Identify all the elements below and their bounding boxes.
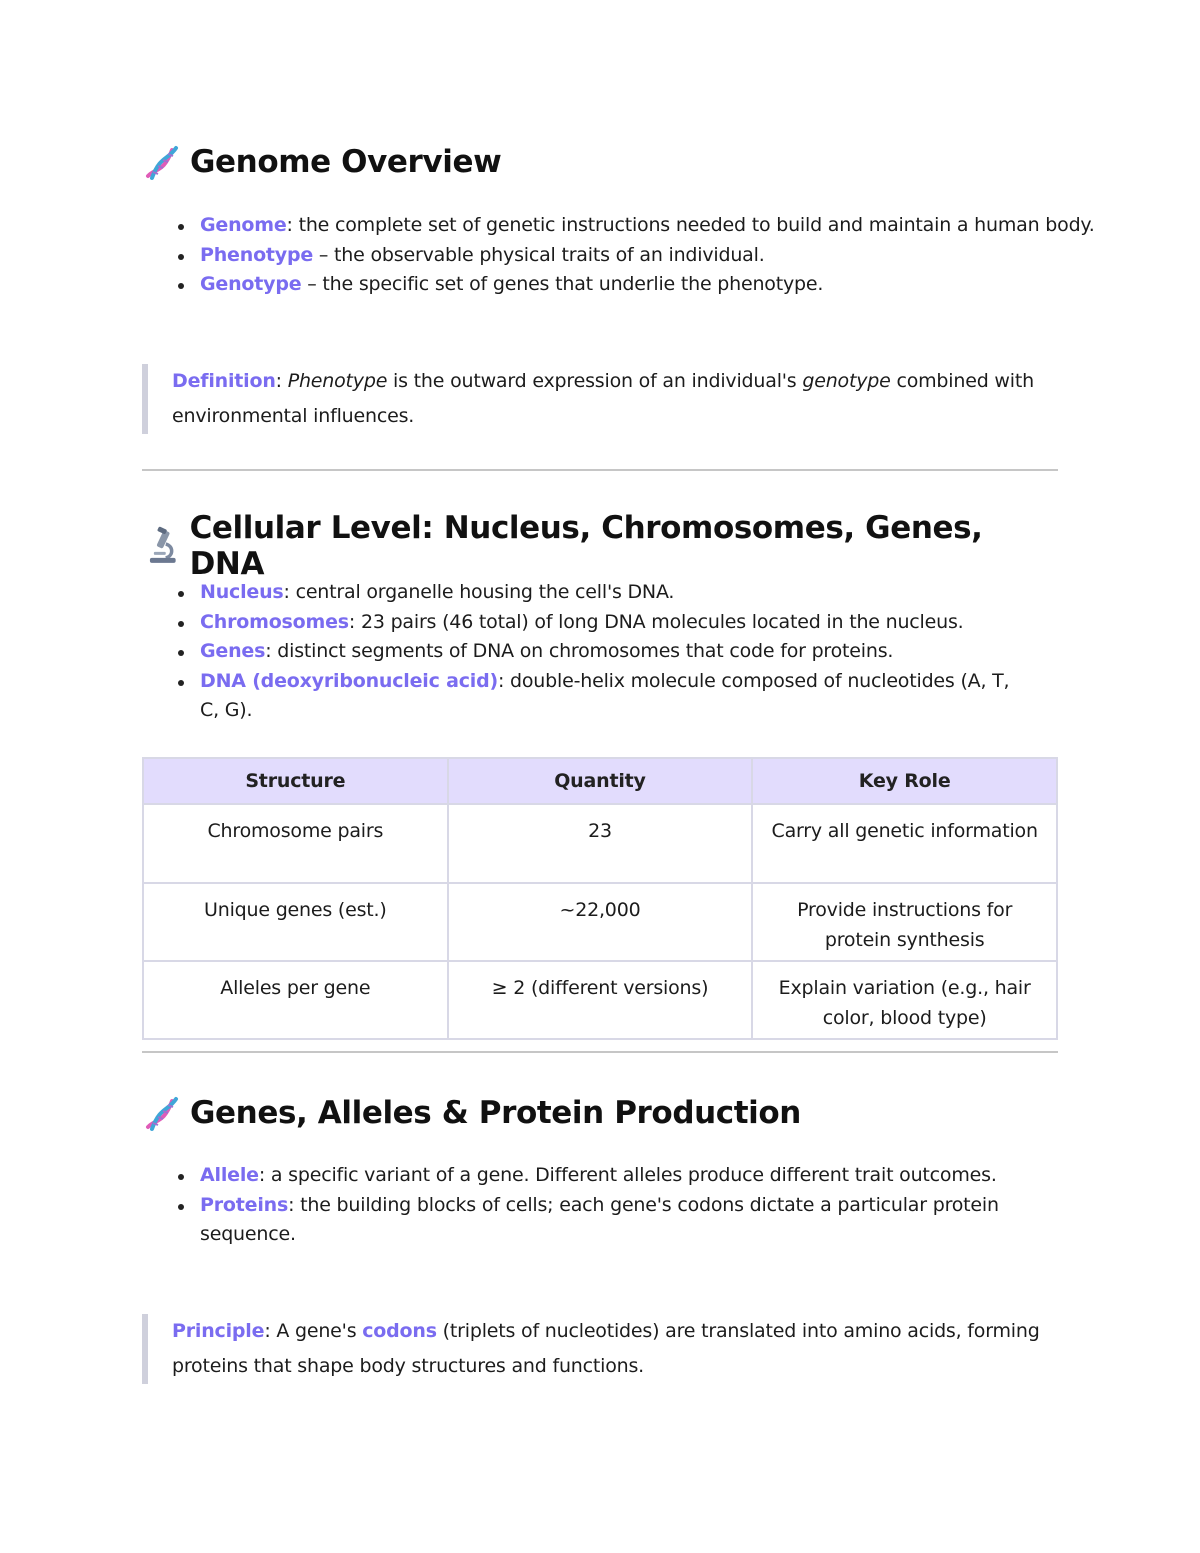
term-chromosomes: Chromosomes (200, 610, 349, 633)
column-header: Key Role (752, 758, 1057, 804)
list-item (200, 667, 1030, 726)
callout-term: Definition (172, 370, 276, 392)
item-text: : central organelle housing the cell's DNA. (283, 581, 675, 603)
table-cell: Chromosome pairs (143, 804, 448, 883)
item-text: : the complete set of genetic instructions needed to build and maintain a human body. (286, 214, 1095, 236)
callout-rest: (triplets of nucleotides) are translated into amino acids, forming proteins that shape body structures and functions. (172, 1320, 1040, 1377)
dna-icon (142, 142, 182, 182)
callout-rest: combined with environmental influences. (172, 370, 1034, 427)
callout-mid: is the outward expression of an individual's (387, 370, 803, 392)
term-genome: Genome (200, 214, 287, 236)
table-cell: Alleles per gene (143, 961, 448, 1039)
list-item (200, 1191, 1060, 1250)
column-header: Structure (143, 758, 448, 804)
list-item (200, 241, 1110, 271)
table-header-row (143, 758, 1057, 804)
table-cell: Carry all genetic information (752, 804, 1057, 883)
section-heading-genes-alleles (142, 1093, 801, 1133)
list-item (200, 211, 1110, 241)
list-item (200, 608, 1030, 638)
bullet-list-genome (142, 211, 1110, 300)
section-heading-cellular-level (142, 510, 1058, 582)
bullet-list-cellular (142, 578, 1030, 726)
table-cell: Unique genes (est.) (143, 883, 448, 961)
table-cell: ≥ 2 (different versions) (448, 961, 753, 1039)
table-row (143, 961, 1057, 1039)
principle-callout (142, 1314, 1058, 1384)
table-row (143, 883, 1057, 961)
list-item (200, 578, 1030, 608)
item-text: : 23 pairs (46 total) of long DNA molecules located in the nucleus. (348, 610, 964, 633)
callout-sep: : A gene's (264, 1320, 363, 1342)
divider (142, 469, 1058, 471)
term-codons: codons (362, 1320, 437, 1342)
microscope-icon (142, 526, 182, 566)
table-cell: Explain variation (e.g., hair color, blood type) (752, 961, 1057, 1039)
term-genes: Genes (200, 640, 266, 662)
table-cell: Provide instructions for protein synthesis (752, 883, 1057, 961)
term-genotype: Genotype (200, 273, 302, 295)
term-allele: Allele (200, 1164, 259, 1186)
term-proteins: Proteins (200, 1193, 289, 1216)
item-text: : distinct segments of DNA on chromosomes that code for proteins. (265, 640, 894, 662)
list-item (200, 1161, 1060, 1191)
definition-callout (142, 364, 1058, 434)
dna-icon (142, 1093, 182, 1133)
item-text: : double-helix molecule composed of nucleotides (A, T, C, G). (200, 669, 1010, 721)
table-cell: ~22,000 (448, 883, 753, 961)
callout-term: Principle (172, 1320, 265, 1342)
callout-sep: : (275, 370, 288, 392)
callout-em-phenotype: Phenotype (287, 370, 388, 392)
column-header: Quantity (448, 758, 753, 804)
list-item (200, 637, 1030, 667)
item-text: – the observable physical traits of an individual. (313, 243, 765, 266)
structure-table (142, 757, 1058, 1040)
term-nucleus: Nucleus (200, 581, 284, 603)
table-row (143, 804, 1057, 883)
item-text: – the specific set of genes that underlie the phenotype. (301, 273, 824, 295)
callout-em-genotype: genotype (802, 370, 891, 392)
table-cell: 23 (448, 804, 753, 883)
bullet-list-proteins (142, 1161, 1060, 1250)
list-item (200, 270, 1110, 300)
section-title: Genes, Alleles & Protein Production (190, 1095, 801, 1131)
term-phenotype: Phenotype (200, 243, 314, 266)
section-title: Cellular Level: Nucleus, Chromosomes, Genes, DNA (189, 510, 983, 582)
item-text: : a specific variant of a gene. Different alleles produce different trait outcomes. (258, 1164, 997, 1186)
divider (142, 1051, 1058, 1053)
section-title: Genome Overview (190, 144, 502, 180)
item-text: : the building blocks of cells; each gene's codons dictate a particular protein sequence. (200, 1193, 999, 1245)
term-dna: DNA (deoxyribonucleic acid) (200, 669, 498, 692)
section-heading-genome-overview (142, 142, 501, 182)
